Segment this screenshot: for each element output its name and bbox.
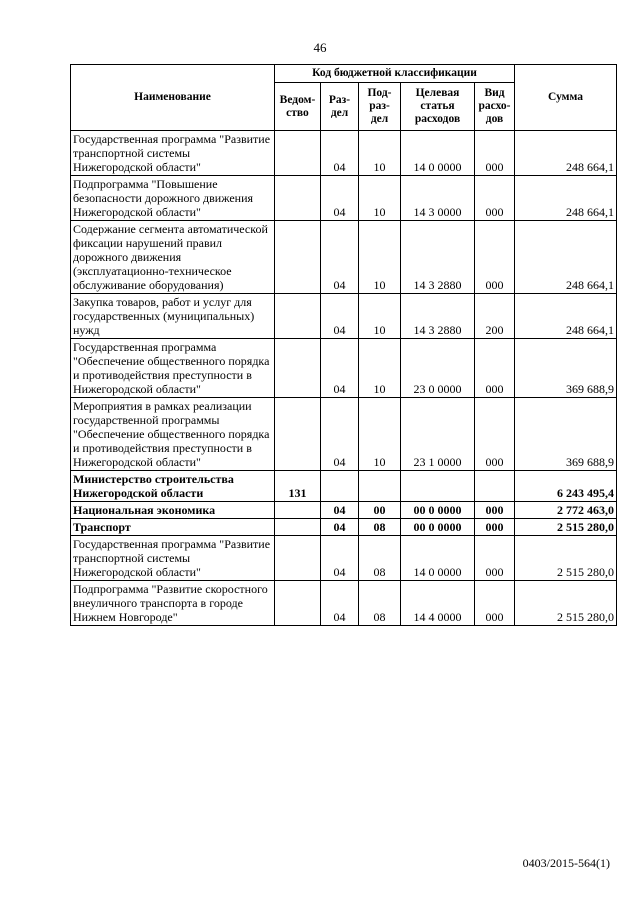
cell-vedomstvo [275,536,321,581]
cell-name: Подпрограмма "Развитие скоростного внеуличного транспорта в городе Нижнем Новгороде" [71,581,275,626]
cell-vid: 000 [475,536,515,581]
cell-vedomstvo [275,581,321,626]
cell-celevaya: 14 0 0000 [401,536,475,581]
header-vedomstvo: Ведом-ство [275,83,321,131]
cell-summa: 2 515 280,0 [515,581,617,626]
cell-podrazdel: 08 [359,536,401,581]
cell-celevaya: 14 0 0000 [401,131,475,176]
cell-summa: 248 664,1 [515,176,617,221]
cell-vid: 000 [475,131,515,176]
cell-celevaya: 00 0 0000 [401,519,475,536]
table-row [71,519,617,536]
cell-podrazdel: 00 [359,502,401,519]
table-row [71,502,617,519]
cell-summa: 2 772 463,0 [515,502,617,519]
cell-celevaya: 14 3 2880 [401,221,475,294]
cell-razdel: 04 [321,339,359,398]
header-summa: Сумма [515,65,617,131]
cell-razdel: 04 [321,221,359,294]
table-header [71,65,617,131]
cell-summa: 6 243 495,4 [515,471,617,502]
cell-summa: 248 664,1 [515,131,617,176]
cell-razdel: 04 [321,131,359,176]
page-number: 46 [313,40,327,55]
cell-podrazdel: 10 [359,176,401,221]
cell-vid [475,471,515,502]
cell-name: Государственная программа "Развитие транспортной системы Нижегородской области" [71,131,275,176]
cell-celevaya: 14 3 0000 [401,176,475,221]
cell-name: Государственная программа "Развитие транспортной системы Нижегородской области" [71,536,275,581]
table-row [71,176,617,221]
cell-celevaya: 14 4 0000 [401,581,475,626]
table-row [71,221,617,294]
cell-vedomstvo [275,294,321,339]
cell-vedomstvo [275,519,321,536]
cell-razdel: 04 [321,176,359,221]
cell-razdel: 04 [321,519,359,536]
table-row [71,536,617,581]
cell-vid: 200 [475,294,515,339]
table-row [71,131,617,176]
table-row [71,471,617,502]
table-row [71,294,617,339]
cell-vedomstvo [275,176,321,221]
cell-celevaya: 23 1 0000 [401,398,475,471]
cell-razdel: 04 [321,536,359,581]
cell-vedomstvo [275,398,321,471]
cell-vid: 000 [475,519,515,536]
cell-vid: 000 [475,221,515,294]
cell-vedomstvo [275,221,321,294]
cell-name: Национальная экономика [71,502,275,519]
cell-vedomstvo [275,339,321,398]
cell-razdel: 04 [321,502,359,519]
cell-razdel: 04 [321,294,359,339]
header-code-group: Код бюджетной классификации [275,65,515,83]
table-row [71,339,617,398]
cell-name: Подпрограмма "Повышение безопасности дорожного движения Нижегородской области" [71,176,275,221]
cell-celevaya: 14 3 2880 [401,294,475,339]
cell-vid: 000 [475,339,515,398]
cell-celevaya [401,471,475,502]
cell-vedomstvo: 131 [275,471,321,502]
cell-vid: 000 [475,176,515,221]
cell-vedomstvo [275,502,321,519]
header-celevaya: Целевая статья расходов [401,83,475,131]
header-vid: Вид расхо-дов [475,83,515,131]
cell-summa: 2 515 280,0 [515,536,617,581]
table-body [71,131,617,626]
budget-table [70,64,617,626]
cell-podrazdel: 10 [359,294,401,339]
cell-summa: 369 688,9 [515,398,617,471]
cell-razdel [321,471,359,502]
cell-podrazdel: 10 [359,339,401,398]
cell-summa: 369 688,9 [515,339,617,398]
cell-summa: 248 664,1 [515,294,617,339]
header-podrazdel: Под-раз-дел [359,83,401,131]
cell-razdel: 04 [321,581,359,626]
document-code: 0403/2015-564(1) [522,856,610,870]
cell-celevaya: 00 0 0000 [401,502,475,519]
cell-podrazdel: 10 [359,221,401,294]
cell-summa: 2 515 280,0 [515,519,617,536]
cell-razdel: 04 [321,398,359,471]
cell-celevaya: 23 0 0000 [401,339,475,398]
table-row [71,398,617,471]
header-name: Наименование [71,65,275,131]
cell-podrazdel [359,471,401,502]
cell-podrazdel: 10 [359,398,401,471]
cell-name: Содержание сегмента автоматической фиксации нарушений правил дорожного движения (эксплуатационно-техническое обслуживание оборудования) [71,221,275,294]
cell-name: Государственная программа "Обеспечение общественного порядка и противодействия преступности в Нижегородской области" [71,339,275,398]
table-row [71,581,617,626]
cell-name: Мероприятия в рамках реализации государственной программы "Обеспечение общественного порядка и противодействия преступности в Нижегородской области" [71,398,275,471]
cell-name: Транспорт [71,519,275,536]
cell-vid: 000 [475,502,515,519]
cell-summa: 248 664,1 [515,221,617,294]
cell-name: Закупка товаров, работ и услуг для государственных (муниципальных) нужд [71,294,275,339]
cell-podrazdel: 08 [359,581,401,626]
cell-name: Министерство строительства Нижегородской области [71,471,275,502]
header-razdel: Раз-дел [321,83,359,131]
cell-podrazdel: 10 [359,131,401,176]
cell-vid: 000 [475,581,515,626]
cell-vedomstvo [275,131,321,176]
cell-vid: 000 [475,398,515,471]
cell-podrazdel: 08 [359,519,401,536]
